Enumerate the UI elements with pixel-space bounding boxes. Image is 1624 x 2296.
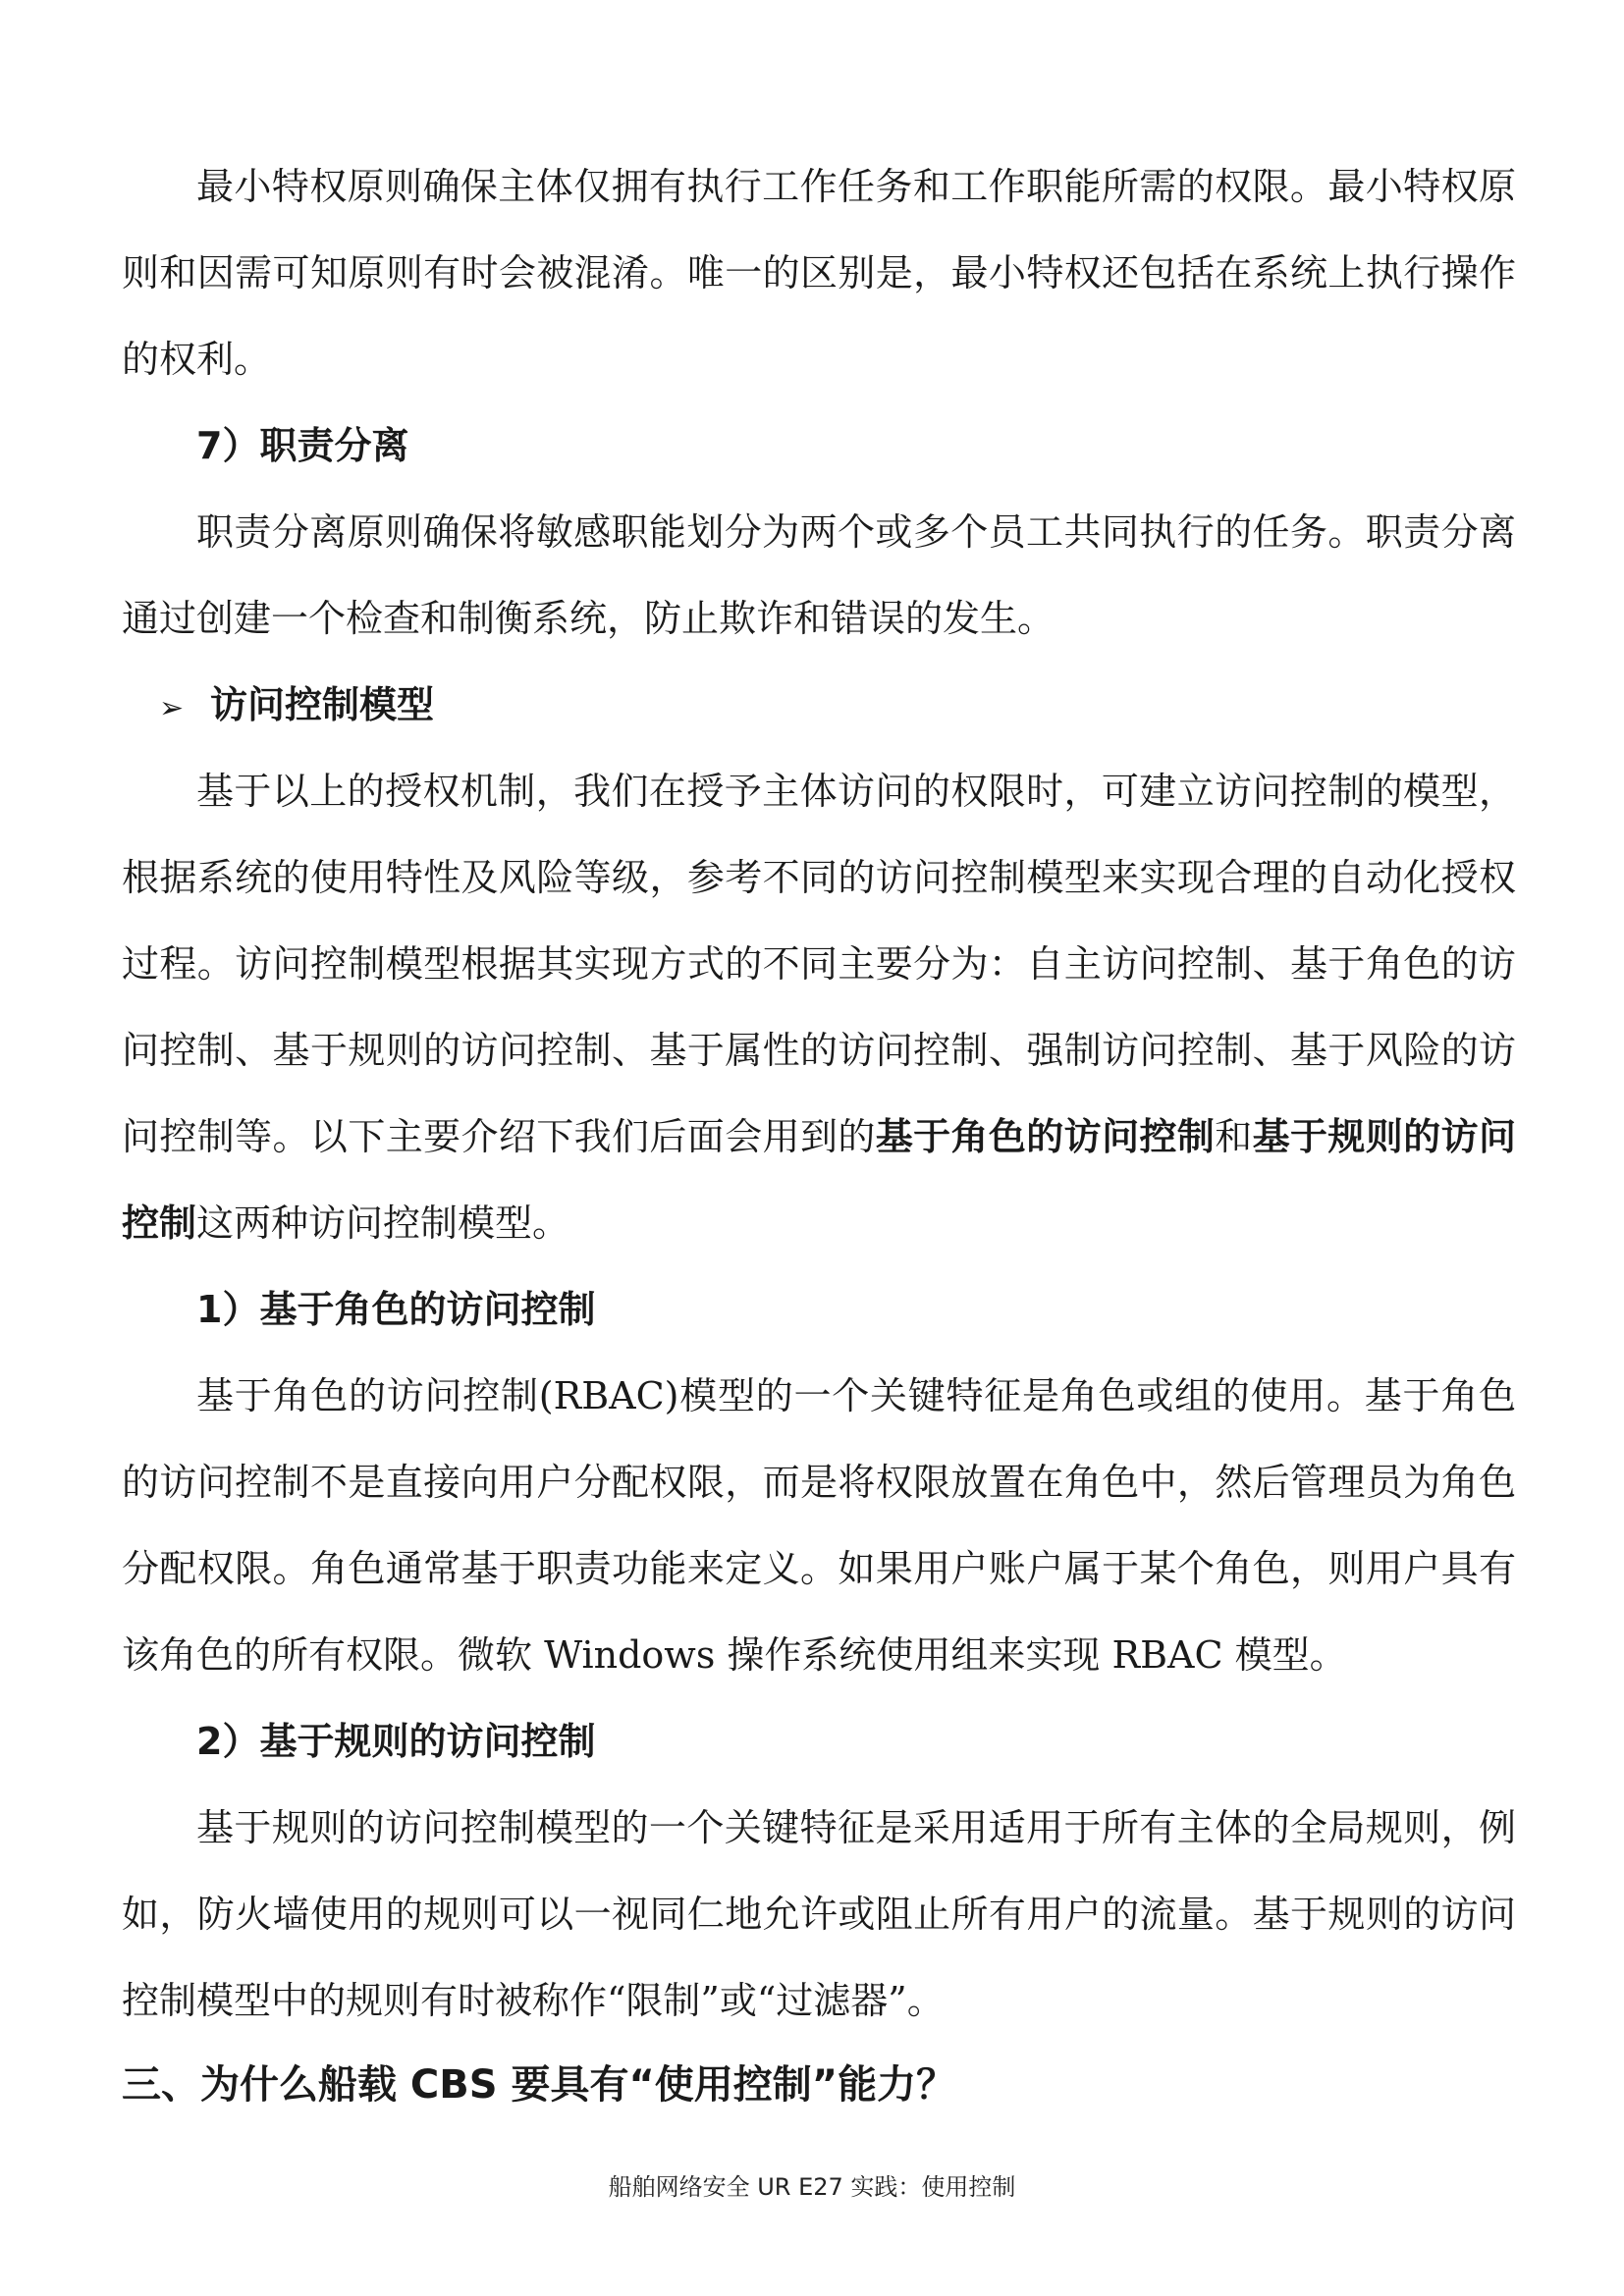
paragraph-rbac: 基于角色的访问控制(RBAC)模型的一个关键特征是角色或组的使用。基于角色的访问控制不是直接向用户分配权限，而是将权限放置在角色中，然后管理员为角色分配权限。角色通常基于职责功能来定义。如果用户账户属于某个角色，则用户具有该角色的所有权限。微软 Windows 操作系统使用组来实现 RBAC 模型。 — [122, 1374, 1516, 1677]
paragraph-access-control-text-3: 这两种访问控制模型。 — [196, 1201, 570, 1245]
paragraph-least-privilege: 最小特权原则确保主体仅拥有执行工作任务和工作职能所需的权限。最小特权原则和因需可知原则有时会被混淆。唯一的区别是，最小特权还包括在系统上执行操作的权利。 — [122, 165, 1516, 381]
page-footer: 船舶网络安全 UR E27 实践：使用控制 — [608, 2173, 1016, 2201]
heading-separation-of-duties: 7）职责分离 — [196, 424, 409, 467]
heading-access-control-models-label: 访问控制模型 — [210, 683, 435, 726]
heading-rbac: 1）基于角色的访问控制 — [196, 1288, 596, 1331]
section-heading-three: 三、为什么船载 CBS 要具有“使用控制”能力？ — [122, 2062, 956, 2108]
paragraph-separation-of-duties: 职责分离原则确保将敏感职能划分为两个或多个员工共同执行的任务。职责分离通过创建一个检查和制衡系统，防止欺诈和错误的发生。 — [122, 510, 1516, 640]
paragraph-access-control-models — [122, 748, 1516, 1266]
paragraph-rule-based: 基于规则的访问控制模型的一个关键特征是采用适用于所有主体的全局规则，例如，防火墙使用的规则可以一视同仁地允许或阻止所有用户的流量。基于规则的访问控制模型中的规则有时被称作“限制”或“过滤器”。 — [122, 1806, 1516, 2022]
paragraph-access-control-text-2: 和 — [1215, 1115, 1253, 1158]
heading-rule-based: 2）基于规则的访问控制 — [196, 1720, 596, 1763]
paragraph-access-control-text-1: 基于以上的授权机制，我们在授予主体访问的权限时，可建立访问控制的模型，根据系统的使用特性及风险等级，参考不同的访问控制模型来实现合理的自动化授权过程。访问控制模型根据其实现方式的不同主要分为：自主访问控制、基于角色的访问控制、基于规则的访问控制、基于属性的访问控制、强制访问控制、基于风险的访问控制等。以下主要介绍下我们后面会用到的 — [122, 770, 1516, 1158]
emphasis-rbac: 基于角色的访问控制 — [875, 1115, 1216, 1158]
heading-access-control-models — [159, 662, 434, 752]
emphasis-rule-based: 基于规则的访问控制 — [122, 1115, 1516, 1245]
bullet-arrow-icon: ➢ — [159, 691, 185, 725]
